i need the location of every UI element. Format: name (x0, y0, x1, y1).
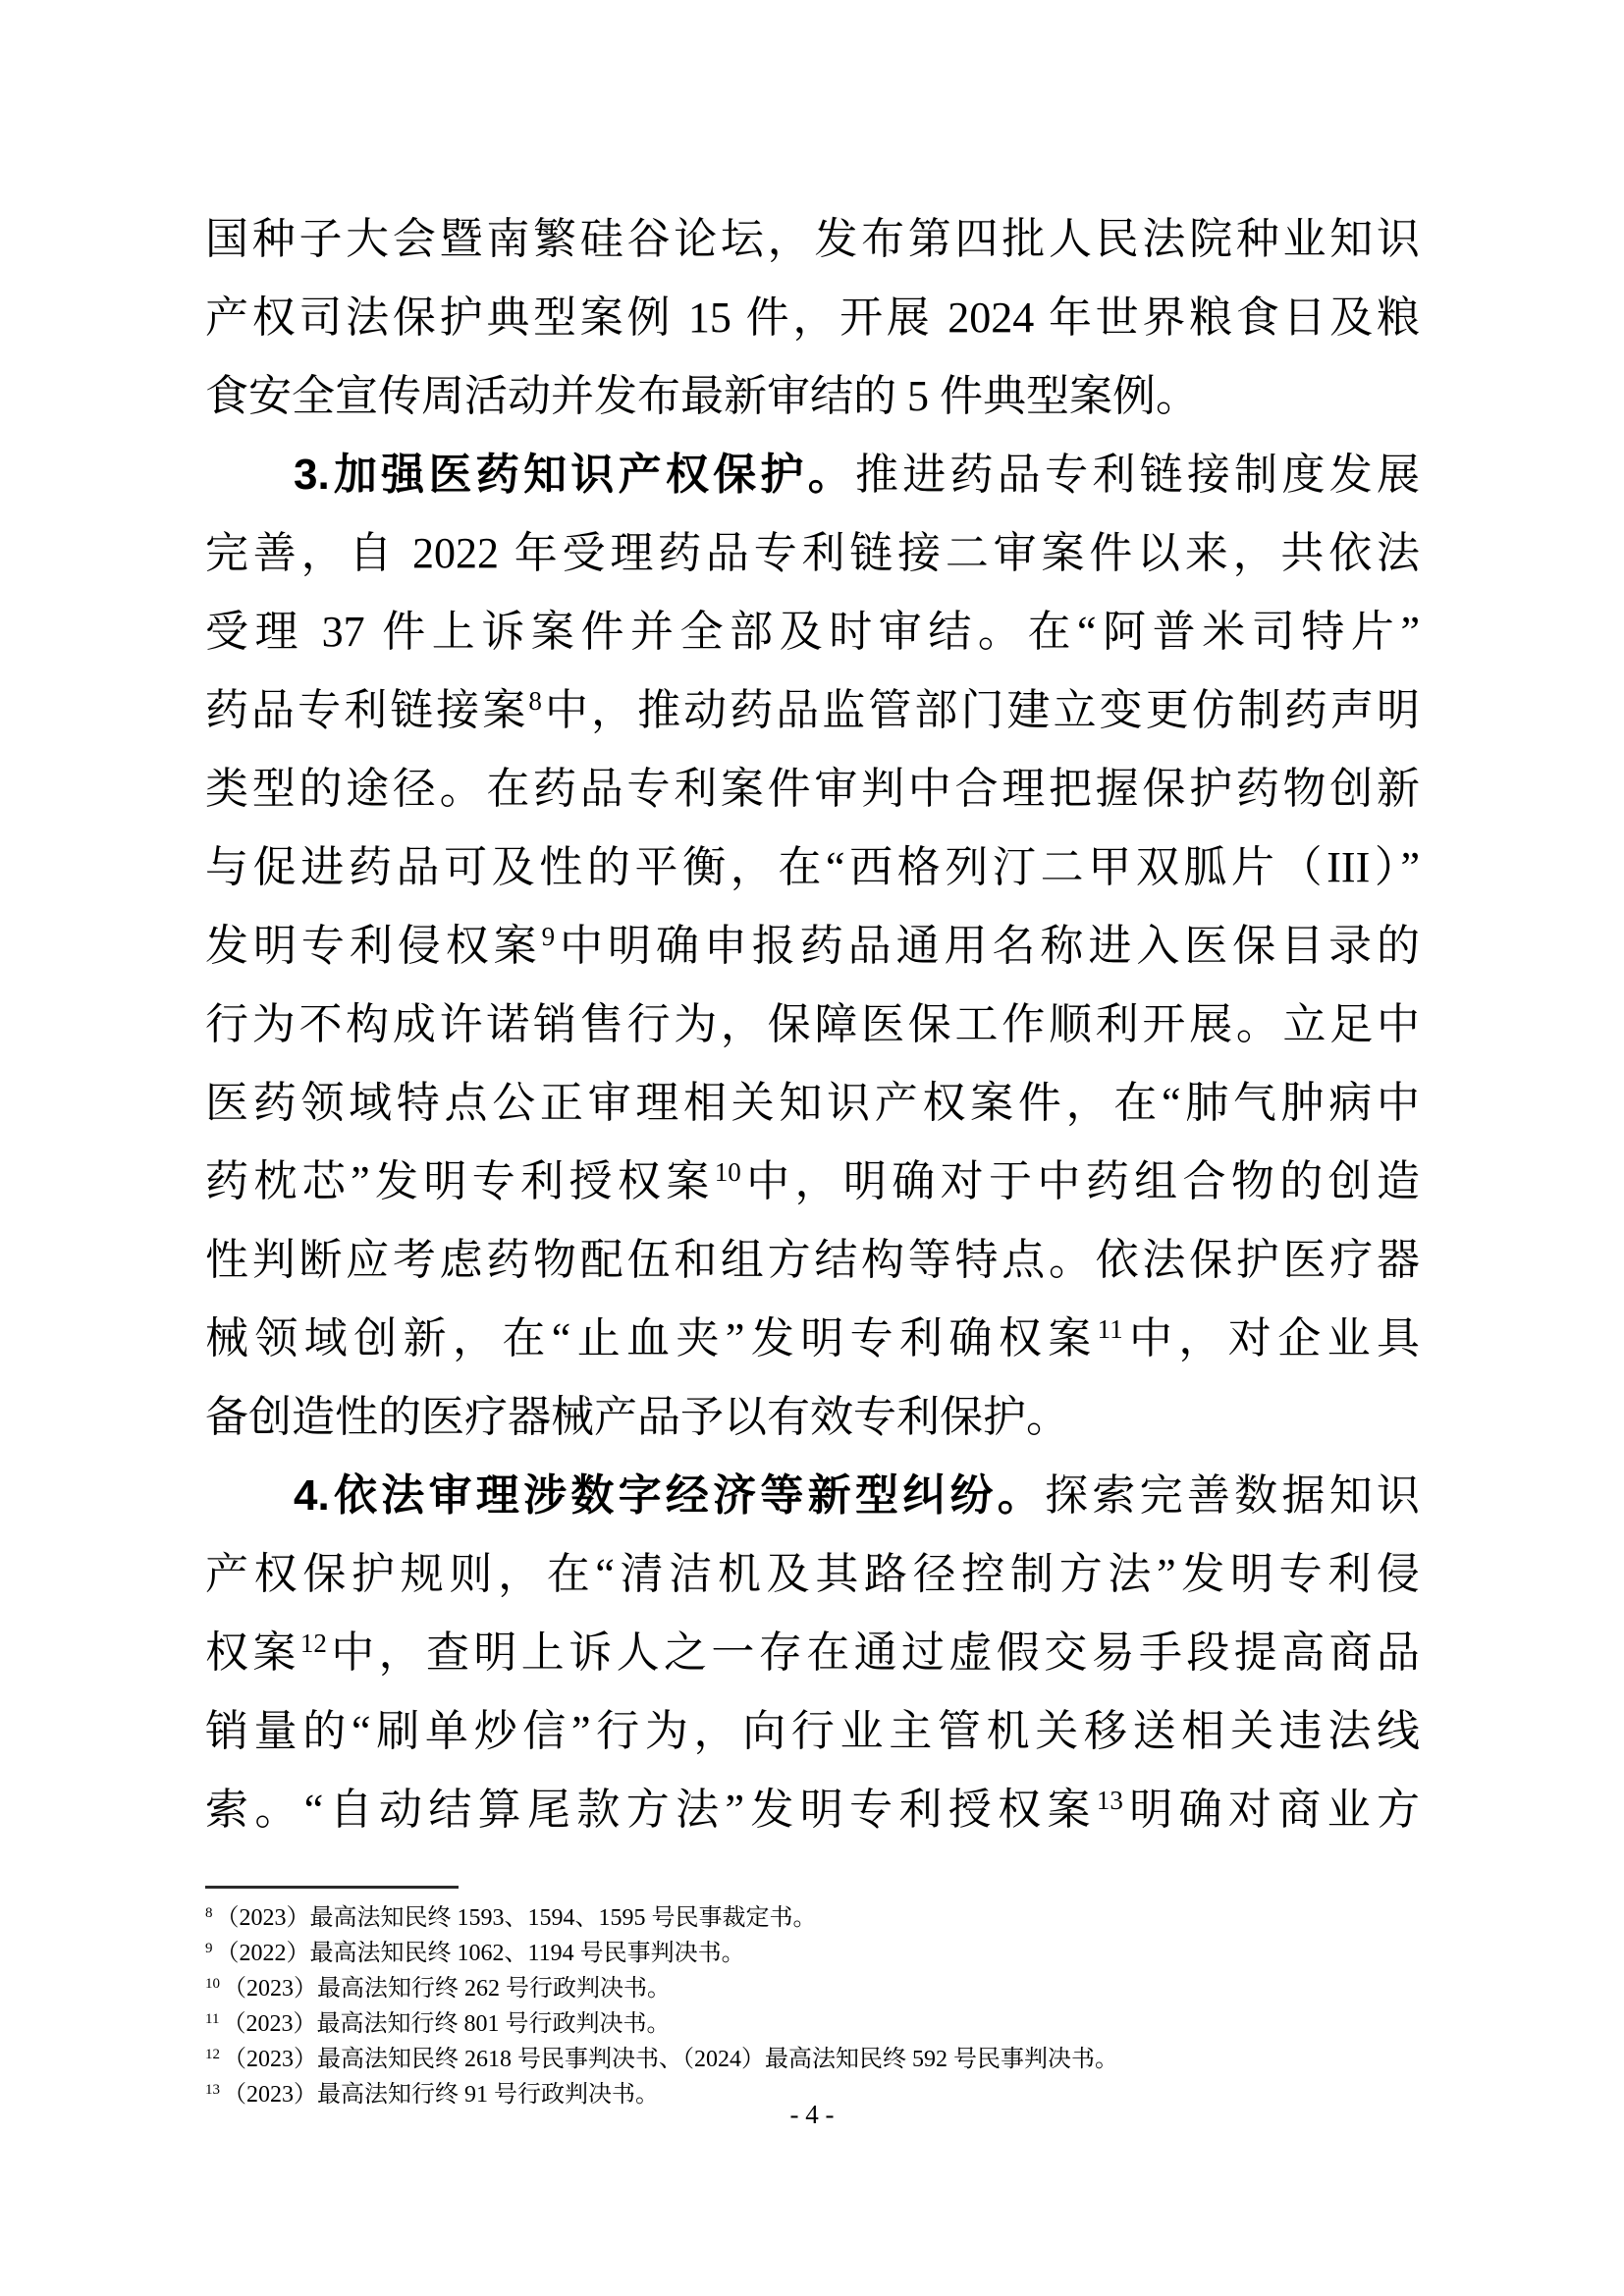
footnote-ref: 10 (714, 1157, 741, 1187)
text-run: 中，推动药品监管部门建立变更仿制药声明 (541, 686, 1421, 734)
text-line (205, 1535, 1420, 1614)
footnote-ref: 9 (541, 922, 556, 951)
text-run: 医药领域特点公正审理相关知识产权案件，在“肺气肿病中 (205, 1079, 1420, 1127)
text-run: 中明确申报药品通用名称进入医保目录的 (555, 922, 1421, 970)
text-line (205, 593, 1420, 671)
text-run: 中，明确对于中药组合物的创造 (740, 1157, 1421, 1205)
footnote-text: （2023）最高法知行终 91 号行政判决书。 (223, 2082, 659, 2108)
text-run: 械领域创新，在“止血夹”发明专利确权案 (205, 1314, 1098, 1362)
text-line (205, 1064, 1420, 1143)
footnote-marker: 9 (205, 1941, 213, 1956)
footnote-item (205, 2044, 1511, 2079)
text-line (205, 1692, 1420, 1771)
text-line (205, 671, 1420, 750)
text-run: 药品专利链接案 (205, 686, 529, 734)
footnote-ref: 11 (1097, 1314, 1123, 1344)
text-run: 受理 37 件上诉案件并全部及时审结。在“阿普米司特片” (205, 608, 1420, 656)
text-run: 索。“自动结算尾款方法”发明专利授权案 (205, 1786, 1097, 1834)
text-run: 推进药品专利链接制度发展 (854, 451, 1420, 499)
text-line (205, 1378, 1420, 1457)
footnote-marker: 8 (205, 1905, 213, 1921)
text-run: 销量的“刷单炒信”行为，向行业主管机关移送相关违法线 (205, 1707, 1420, 1755)
footnote-ref: 12 (299, 1629, 327, 1658)
text-run: 产权司法保护典型案例 15 件，开展 2024 年世界粮食日及粮 (205, 294, 1420, 342)
text-run: 与促进药品可及性的平衡，在“西格列汀二甲双胍片（III）” (205, 843, 1420, 891)
text-line (205, 1143, 1420, 1221)
footnote-ref: 8 (528, 686, 542, 716)
text-run: 产权保护规则，在“清洁机及其路径控制方法”发明专利侵 (205, 1550, 1420, 1598)
paragraph-lead: 3.加强医药知识产权保护。 (294, 451, 855, 499)
text-line (205, 436, 1420, 514)
body-text (205, 200, 1420, 1849)
footnote-item (205, 2008, 1511, 2044)
footnote-separator (205, 1886, 459, 1889)
text-run: 药枕芯”发明专利授权案 (205, 1157, 715, 1205)
footnote-text: （2023）最高法知行终 262 号行政判决书。 (223, 1976, 671, 2002)
footnote-list (205, 1902, 1511, 2114)
footnotes (205, 1886, 1511, 2114)
page-number: - 4 - (789, 2100, 835, 2129)
footnote-text: （2023）最高法知民终 2618 号民事判决书、（2024）最高法知民终 592 号民事判决书。 (223, 2047, 1118, 2072)
text-run: 权案 (205, 1629, 300, 1677)
text-run: 探索完善数据知识 (1045, 1471, 1420, 1520)
text-line (205, 750, 1420, 828)
text-run: 行为不构成许诺销售行为，保障医保工作顺利开展。立足中 (205, 1000, 1420, 1048)
text-line (205, 907, 1420, 986)
text-line (205, 986, 1420, 1064)
footnote-item (205, 1938, 1511, 1973)
footnote-text: （2022）最高法知民终 1062、1194 号民事判决书。 (215, 1941, 745, 1966)
footnote-text: （2023）最高法知民终 1593、1594、1595 号民事裁定书。 (215, 1905, 817, 1931)
footnote-ref: 13 (1096, 1786, 1123, 1815)
footnote-marker: 13 (205, 2082, 220, 2098)
paragraph-lead: 4.依法审理涉数字经济等新型纠纷。 (294, 1471, 1046, 1520)
text-line (205, 1221, 1420, 1300)
text-run: 性判断应考虑药物配伍和组方结构等特点。依法保护医疗器 (205, 1236, 1420, 1284)
text-line (205, 1457, 1420, 1535)
footnote-text: （2023）最高法知行终 801 号行政判决书。 (222, 2011, 671, 2037)
text-line (205, 1771, 1420, 1849)
text-run: 国种子大会暨南繁硅谷论坛，发布第四批人民法院种业知识 (205, 215, 1420, 263)
text-run: 中，查明上诉人之一存在通过虚假交易手段提高商品 (326, 1629, 1421, 1677)
text-line (205, 828, 1420, 907)
text-line (205, 514, 1420, 593)
text-run: 中，对企业具 (1122, 1314, 1420, 1362)
text-run: 食安全宣传周活动并发布最新审结的 5 件典型案例。 (205, 372, 1199, 420)
footnote-marker: 12 (205, 2047, 220, 2062)
text-run: 明确对商业方 (1122, 1786, 1421, 1834)
text-line (205, 1614, 1420, 1692)
footnote-item (205, 1902, 1511, 1938)
text-run: 发明专利侵权案 (205, 922, 542, 970)
text-run: 备创造性的医疗器械产品予以有效专利保护。 (205, 1393, 1069, 1441)
text-line (205, 200, 1420, 279)
text-run: 类型的途径。在药品专利案件审判中合理把握保护药物创新 (205, 765, 1420, 813)
footnote-item (205, 1973, 1511, 2008)
text-line (205, 357, 1420, 436)
text-line (205, 1300, 1420, 1378)
text-run: 完善，自 2022 年受理药品专利链接二审案件以来，共依法 (205, 529, 1420, 577)
footnote-marker: 11 (205, 2011, 220, 2027)
footnote-marker: 10 (205, 1976, 220, 1992)
text-line (205, 279, 1420, 357)
